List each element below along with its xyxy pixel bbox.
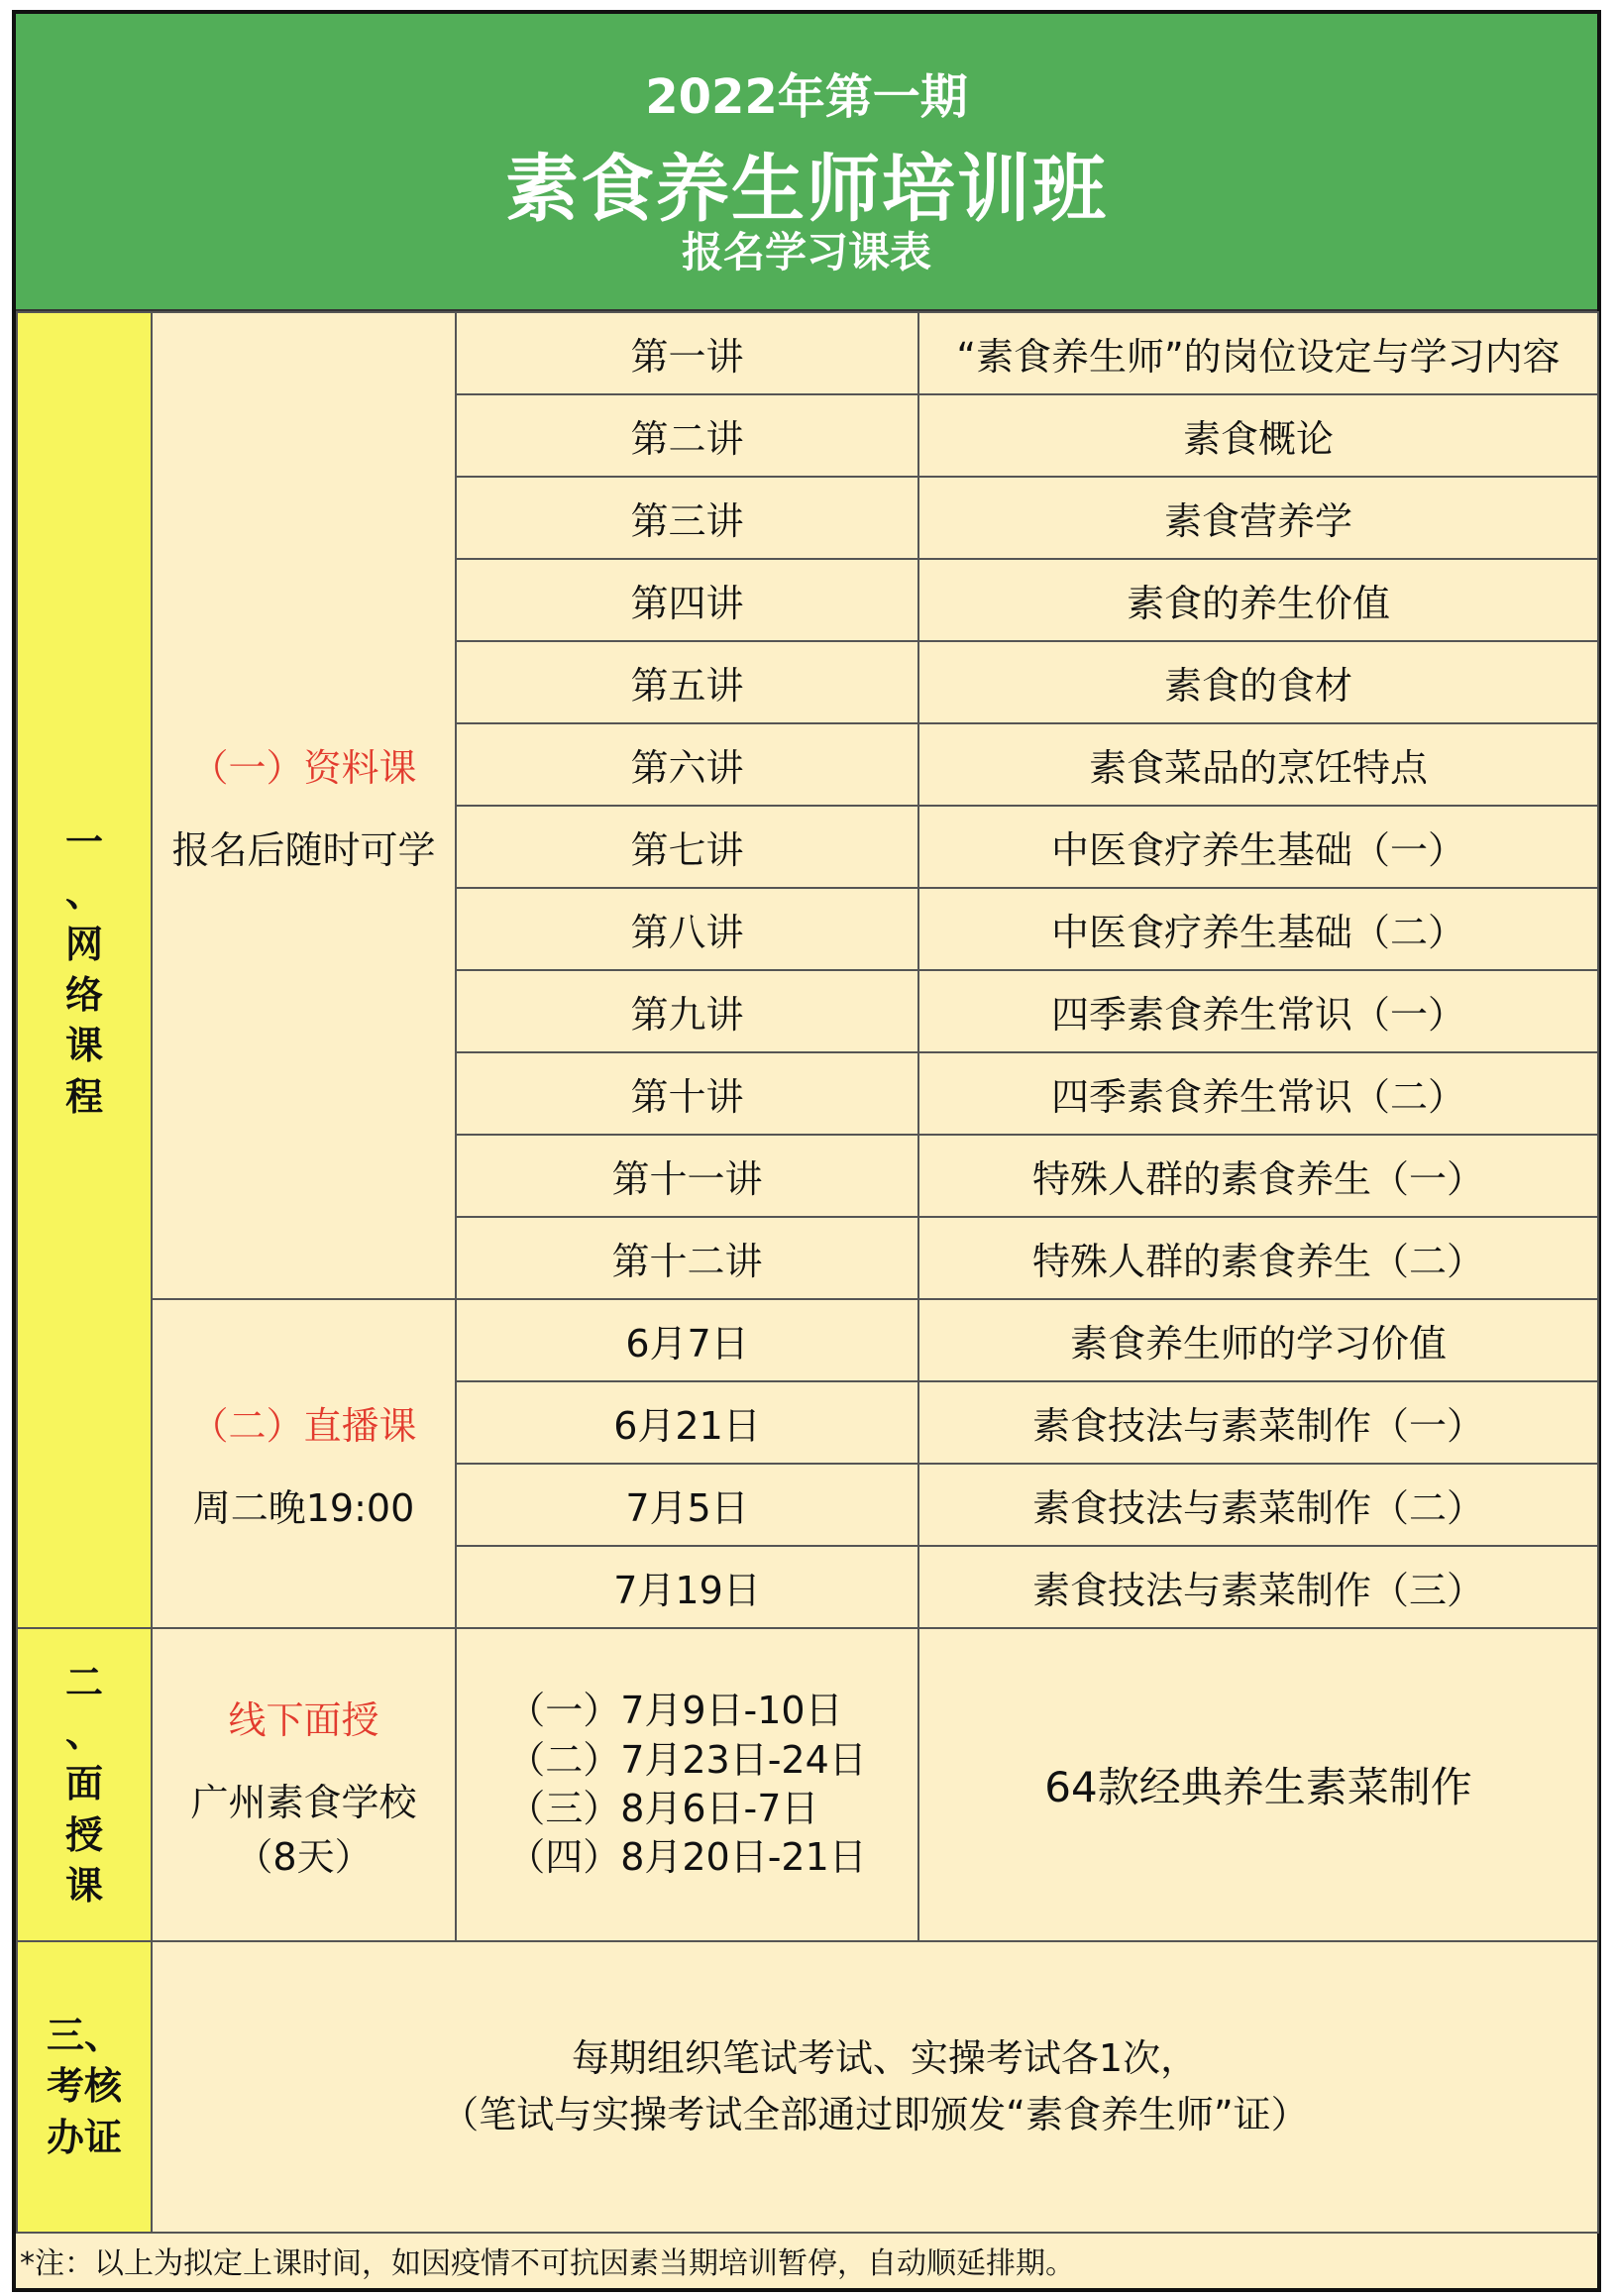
lecture-no: 第二讲 xyxy=(456,394,918,477)
live-course-time: 周二晚19:00 xyxy=(192,1486,415,1530)
lecture-topic: 中医食疗养生基础（二） xyxy=(918,888,1598,970)
category-in-person xyxy=(17,1628,152,1941)
schedule-table xyxy=(16,311,1599,2234)
lecture-topic: 素食营养学 xyxy=(918,477,1598,559)
lecture-no: 第六讲 xyxy=(456,723,918,806)
session-topic: 素食技法与素菜制作（二） xyxy=(918,1464,1598,1546)
lecture-no: 第八讲 xyxy=(456,888,918,970)
in-person-dates xyxy=(507,1687,867,1883)
schedule-sheet xyxy=(12,10,1601,2292)
category-label: 三、 考核 办证 xyxy=(46,2014,122,2159)
category-label: 二 、 面 授 课 xyxy=(64,1660,103,1908)
table-row xyxy=(17,1941,1598,2233)
lecture-topic: 特殊人群的素食养生（一） xyxy=(918,1135,1598,1217)
header-banner xyxy=(16,14,1597,311)
assessment-line-2: （笔试与实操考试全部通过即颁发“素食养生师”证） xyxy=(441,2093,1309,2136)
in-person-title: 线下面授 xyxy=(228,1697,379,1742)
resource-course-desc: 报名后随时可学 xyxy=(171,828,436,872)
live-course-title: （二）直播课 xyxy=(190,1404,417,1448)
lecture-topic: 素食菜品的烹饪特点 xyxy=(918,723,1598,806)
resource-course-title: （一）资料课 xyxy=(190,746,417,790)
lecture-no: 第五讲 xyxy=(456,641,918,723)
lecture-topic: 素食的食材 xyxy=(918,641,1598,723)
resource-course-cell xyxy=(152,312,456,1299)
in-person-content: 64款经典养生素菜制作 xyxy=(918,1628,1598,1941)
lecture-topic: “素食养生师”的岗位设定与学习内容 xyxy=(918,312,1598,394)
assessment-line-1: 每期组织笔试考试、实操考试各1次， xyxy=(571,2036,1199,2080)
lecture-no: 第四讲 xyxy=(456,559,918,641)
session-date: 6月7日 xyxy=(456,1299,918,1381)
lecture-no: 第十一讲 xyxy=(456,1135,918,1217)
session-date: 6月21日 xyxy=(456,1381,918,1464)
table-row xyxy=(17,1628,1598,1941)
date-item: （三）8月6日-7日 xyxy=(507,1787,819,1830)
in-person-dates-cell xyxy=(456,1628,918,1941)
session-topic: 素食养生师的学习价值 xyxy=(918,1299,1598,1381)
lecture-no: 第九讲 xyxy=(456,970,918,1052)
table-row xyxy=(17,312,1598,394)
lecture-topic: 素食的养生价值 xyxy=(918,559,1598,641)
in-person-cell xyxy=(152,1628,456,1941)
lecture-topic: 特殊人群的素食养生（二） xyxy=(918,1217,1598,1299)
table-row xyxy=(17,1299,1598,1381)
session-date: 7月5日 xyxy=(456,1464,918,1546)
assessment-text xyxy=(152,1941,1598,2233)
live-course-cell xyxy=(152,1299,456,1628)
course-title: 素食养生师培训班 xyxy=(505,147,1108,232)
category-assessment xyxy=(17,1941,152,2233)
session-topic: 素食技法与素菜制作（一） xyxy=(918,1381,1598,1464)
date-item: （四）8月20日-21日 xyxy=(507,1835,867,1880)
period-title: 2022年第一期 xyxy=(645,69,968,125)
category-label: 一 、 网 络 课 程 xyxy=(64,820,103,1119)
lecture-topic: 四季素食养生常识（一） xyxy=(918,970,1598,1052)
lecture-topic: 中医食疗养生基础（一） xyxy=(918,806,1598,888)
date-item: （一）7月9日-10日 xyxy=(507,1689,843,1733)
lecture-no: 第十讲 xyxy=(456,1052,918,1135)
schedule-subtitle: 报名学习课表 xyxy=(681,228,931,276)
session-date: 7月19日 xyxy=(456,1546,918,1628)
lecture-no: 第七讲 xyxy=(456,806,918,888)
school-name: 广州素食学校 xyxy=(190,1780,417,1824)
lecture-no: 第三讲 xyxy=(456,477,918,559)
lecture-no: 第一讲 xyxy=(456,312,918,394)
date-item: （二）7月23日-24日 xyxy=(507,1737,867,1782)
footnote: *注：以上为拟定上课时间，如因疫情不可抗因素当期培训暂停，自动顺延排期。 xyxy=(20,2246,1075,2281)
lecture-topic: 素食概论 xyxy=(918,394,1598,477)
course-days: （8天） xyxy=(235,1834,373,1879)
lecture-no: 第十二讲 xyxy=(456,1217,918,1299)
lecture-topic: 四季素食养生常识（二） xyxy=(918,1052,1598,1135)
session-topic: 素食技法与素菜制作（三） xyxy=(918,1546,1598,1628)
category-online-course xyxy=(17,312,152,1628)
